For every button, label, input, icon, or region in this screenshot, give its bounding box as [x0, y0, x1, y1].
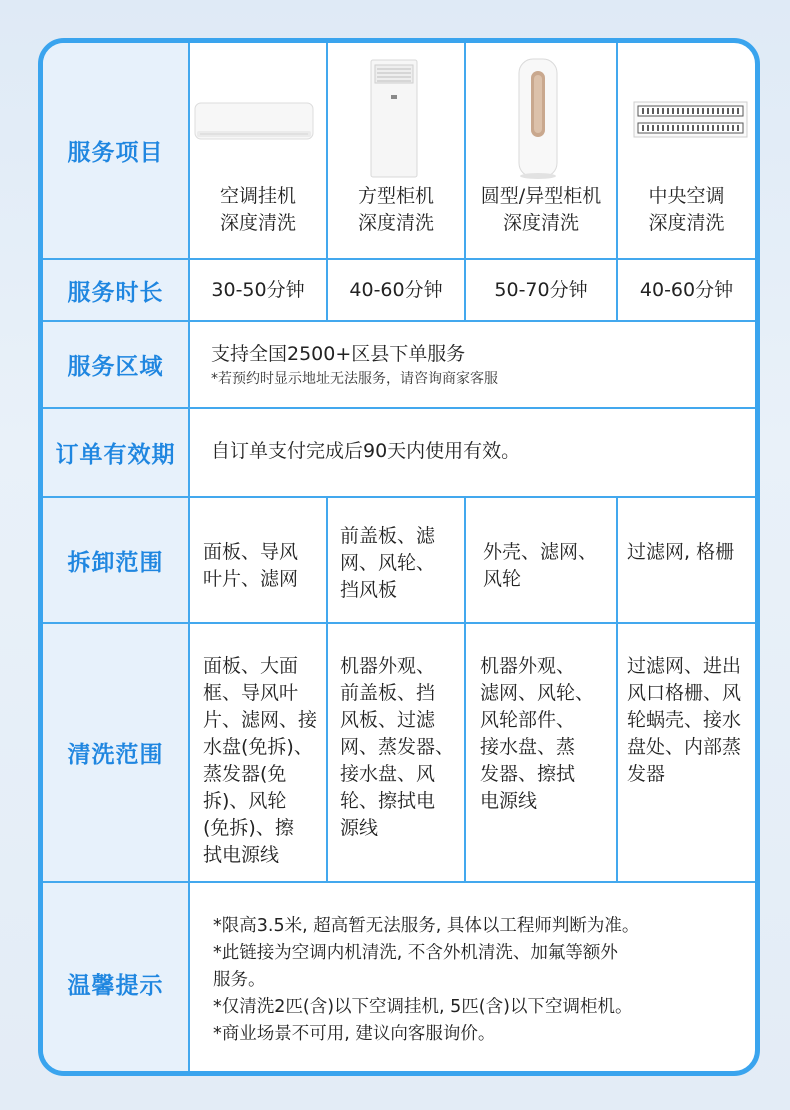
row-divider: [43, 881, 755, 883]
cleaning-wall-ac: [203, 653, 325, 869]
duration-wall-ac: 30-50分钟: [211, 278, 305, 301]
service-item-central-ac: [618, 183, 755, 237]
service-item-line1: 圆型/异型柜机: [480, 185, 602, 207]
duration-central-ac: 40-60分钟: [639, 278, 734, 301]
cleaning-line: 片、滤网、接: [203, 709, 318, 731]
area-note: *若预约时显示地址无法服务，请咨询商家客服: [211, 371, 498, 387]
column-divider: [464, 496, 466, 883]
row-divider: [43, 320, 755, 322]
cleaning-line: 接水盘、风: [340, 763, 436, 785]
cleaning-line: 蒸发器(免: [203, 763, 287, 785]
cleaning-line: 接水盘、蒸: [480, 736, 576, 758]
cleaning-line: 框、导风叶: [203, 682, 299, 704]
service-item-line1: 中央空调: [648, 185, 725, 207]
service-item-line2: 深度清洗: [648, 212, 725, 234]
disassembly-line: 外壳、滤网、: [483, 541, 598, 563]
label-validity: 订单有效期: [43, 409, 188, 496]
cleaning-line: 网、蒸发器、: [340, 736, 455, 758]
cleaning-round-cabinet: [480, 653, 614, 815]
disassembly-line: 过滤网, 格栅: [627, 541, 735, 563]
tips-list: [213, 913, 753, 1048]
label-duration: 服务时长: [43, 260, 188, 320]
label-tips: 温馨提示: [43, 883, 188, 1076]
disassembly-line: 风轮: [483, 568, 522, 590]
label-disassembly: 拆卸范围: [43, 498, 188, 622]
column-divider: [326, 496, 328, 883]
label-cleaning: 清洗范围: [43, 624, 188, 881]
duration-round-cabinet: 50-70分钟: [494, 278, 588, 301]
service-item-line2: 深度清洗: [219, 212, 296, 234]
tip-line: *仅清洗2匹(含)以下空调挂机, 5匹(含)以下空调柜机。: [213, 997, 633, 1017]
cleaning-line: 前盖板、挡: [340, 682, 436, 704]
cleaning-square-cabinet: [340, 653, 462, 842]
column-divider: [616, 496, 618, 883]
row-divider: [43, 622, 755, 624]
cleaning-line: 风板、过滤: [340, 709, 436, 731]
label-service-item: 服务项目: [43, 43, 188, 258]
cleaning-line: 过滤网、进出: [627, 655, 742, 677]
duration-square-cabinet: 40-60分钟: [349, 278, 443, 301]
cleaning-line: 轮、擦拭电: [340, 790, 436, 812]
cleaning-line: 发器、擦拭: [480, 763, 576, 785]
cleaning-line: 风口格栅、风: [627, 682, 742, 704]
service-item-square-cabinet: [328, 183, 464, 237]
disassembly-wall-ac: [203, 539, 323, 593]
cleaning-line: 源线: [340, 817, 379, 839]
cleaning-line: 水盘(免拆)、: [203, 736, 313, 758]
disassembly-line: 叶片、滤网: [203, 568, 299, 590]
row-divider: [43, 496, 755, 498]
tip-line: *商业场景不可用, 建议向客服询价。: [213, 1024, 496, 1044]
cleaning-line: 拭电源线: [203, 844, 280, 866]
service-item-round-cabinet: [466, 183, 616, 237]
round-cabinet-ac-icon: [513, 57, 563, 185]
cleaning-line: 滤网、风轮、: [480, 682, 595, 704]
cleaning-line: 轮蜗壳、接水: [627, 709, 742, 731]
disassembly-line: 挡风板: [340, 579, 398, 601]
central-ac-vent-icon: [633, 101, 748, 143]
service-table: [38, 38, 760, 1076]
cleaning-central-ac: [627, 653, 753, 788]
area-main: 支持全国2500+区县下单服务: [211, 343, 466, 365]
service-item-wall-ac: [190, 183, 326, 237]
disassembly-square-cabinet: [340, 523, 460, 604]
cleaning-line: 风轮部件、: [480, 709, 576, 731]
cleaning-line: 面板、大面: [203, 655, 299, 677]
tip-line: *此链接为空调内机清洗, 不含外机清洗、加氟等额外: [213, 943, 618, 963]
service-item-line2: 深度清洗: [502, 212, 579, 234]
cleaning-line: 电源线: [480, 790, 538, 812]
cleaning-line: 拆)、风轮: [203, 790, 287, 812]
tip-line: *限高3.5米, 超高暂无法服务, 具体以工程师判断为准。: [213, 916, 640, 936]
cleaning-line: 机器外观、: [480, 655, 576, 677]
label-area: 服务区域: [43, 322, 188, 407]
service-item-line1: 方型柜机: [357, 185, 434, 207]
disassembly-line: 前盖板、滤: [340, 525, 436, 547]
square-cabinet-ac-icon: [369, 59, 419, 183]
cleaning-line: (免拆)、擦: [203, 817, 294, 839]
service-item-line1: 空调挂机: [219, 185, 296, 207]
tip-line: 服务。: [213, 970, 266, 990]
cleaning-line: 发器: [627, 763, 666, 785]
disassembly-central-ac: [627, 539, 753, 566]
disassembly-round-cabinet: [483, 539, 613, 593]
row-divider: [43, 407, 755, 409]
cleaning-line: 机器外观、: [340, 655, 436, 677]
disassembly-line: 面板、导风: [203, 541, 299, 563]
service-item-line2: 深度清洗: [357, 212, 434, 234]
disassembly-line: 网、风轮、: [340, 552, 436, 574]
wall-mounted-ac-icon: [194, 101, 314, 147]
cleaning-line: 盘处、内部蒸: [627, 736, 742, 758]
validity-text: 自订单支付完成后90天内使用有效。: [211, 440, 521, 462]
